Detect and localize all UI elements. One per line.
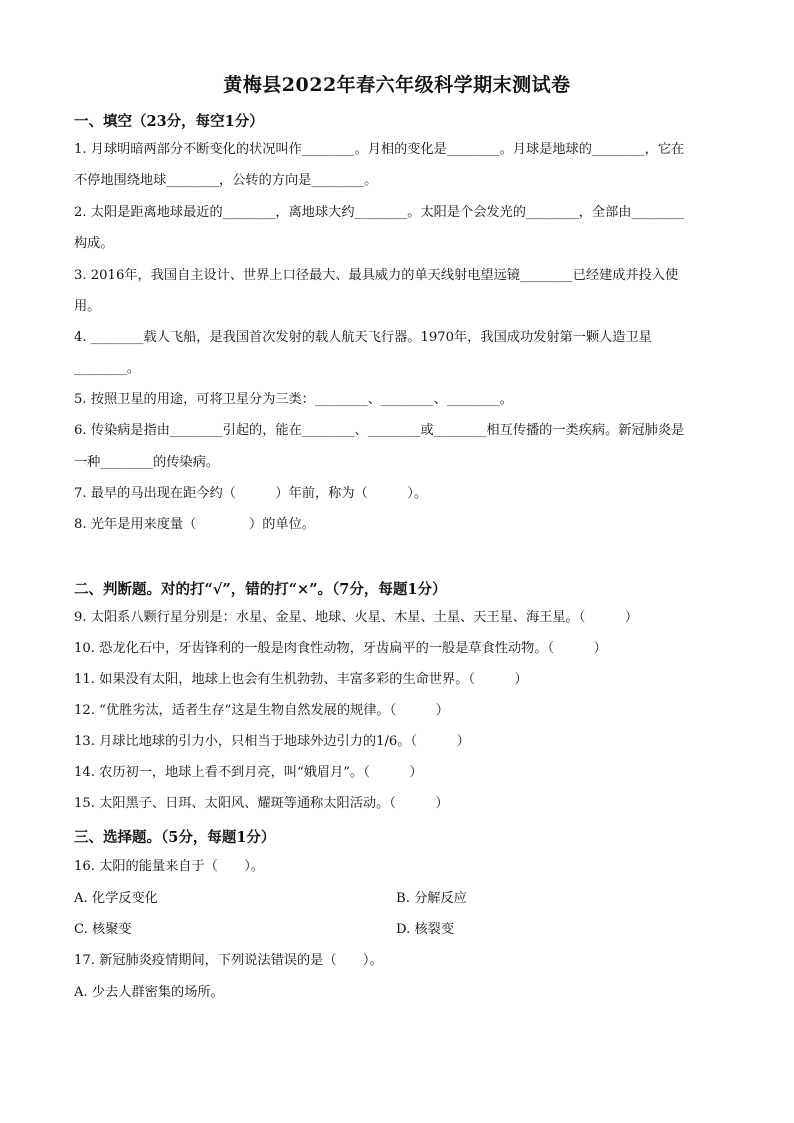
question-6-line-1: 6. 传染病是指由________引起的，能在________、________或________相互传播的一类疾病。新冠肺炎是	[74, 423, 685, 438]
question-14: 14. 农历初一，地球上看不到月亮，叫“娥眉月”。（ ）	[74, 765, 423, 780]
exam-title: 黄梅县2022年春六年级科学期末测试卷	[223, 74, 571, 96]
question-8: 8. 光年是用来度量（ ）的单位。	[74, 517, 315, 532]
section-3-heading: 三、选择题。（5分，每题1分）	[74, 829, 276, 846]
question-2-line-2: 构成。	[74, 236, 114, 251]
question-4-line-1: 4. ________载人飞船，是我国首次发射的载人航天飞行器。1970年，我国成功发射第一颗人造卫星	[74, 330, 652, 345]
question-11: 11. 如果没有太阳，地球上也会有生机勃勃、丰富多彩的生命世界。（ ）	[74, 672, 528, 687]
question-5: 5. 按照卫星的用途，可将卫星分为三类：________、________、________。	[74, 392, 513, 407]
question-16-option-b: B. 分解反应	[396, 891, 467, 906]
question-9: 9. 太阳系八颗行星分别是：水星、金星、地球、火星、木星、土星、天王星、海王星。（ ）	[74, 610, 639, 625]
question-2-line-1: 2. 太阳是距离地球最近的________，离地球大约________。太阳是个会发光的________，全部由________	[74, 205, 685, 220]
question-16-stem: 16. 太阳的能量来自于（ ）。	[74, 859, 265, 874]
question-12: 12. “优胜劣汰，适者生存”这是生物自然发展的规律。（ ）	[74, 703, 449, 718]
section-2-heading: 二、判断题。对的打“√”，错的打“×”。（7分，每题1分）	[74, 581, 447, 598]
question-4-line-2: ________。	[74, 361, 140, 376]
question-15: 15. 太阳黑子、日珥、太阳风、耀斑等通称太阳活动。（ ）	[74, 796, 449, 811]
question-16-option-d: D. 核裂变	[396, 922, 455, 937]
question-1-line-2: 不停地围绕地球________，公转的方向是________。	[74, 173, 378, 188]
question-3-line-2: 用。	[74, 299, 101, 314]
question-7: 7. 最早的马出现在距今约（ ）年前，称为（ ）。	[74, 486, 428, 501]
question-1-line-1: 1. 月球明暗两部分不断变化的状况叫作________。月相的变化是________。月球是地球的________，它在	[74, 142, 685, 157]
question-13: 13. 月球比地球的引力小，只相当于地球外边引力的1/6。（ ）	[74, 734, 470, 749]
question-3-line-1: 3. 2016年，我国自主设计、世界上口径最大、最具威力的单天线射电望远镜________已经建成并投入使	[74, 268, 679, 283]
question-10: 10. 恐龙化石中，牙齿锋利的一般是肉食性动物，牙齿扁平的一般是草食性动物。（ ）	[74, 641, 607, 656]
question-16-option-c: C. 核聚变	[74, 922, 132, 937]
question-6-line-2: 一种________的传染病。	[74, 455, 220, 470]
question-17-stem: 17. 新冠肺炎疫情期间，下列说法错误的是（ ）。	[74, 953, 383, 968]
question-17-option-a: A. 少去人群密集的场所。	[74, 985, 224, 1000]
section-1-heading: 一、填空（23分，每空1分）	[74, 113, 264, 130]
question-16-option-a: A. 化学反变化	[74, 891, 158, 906]
